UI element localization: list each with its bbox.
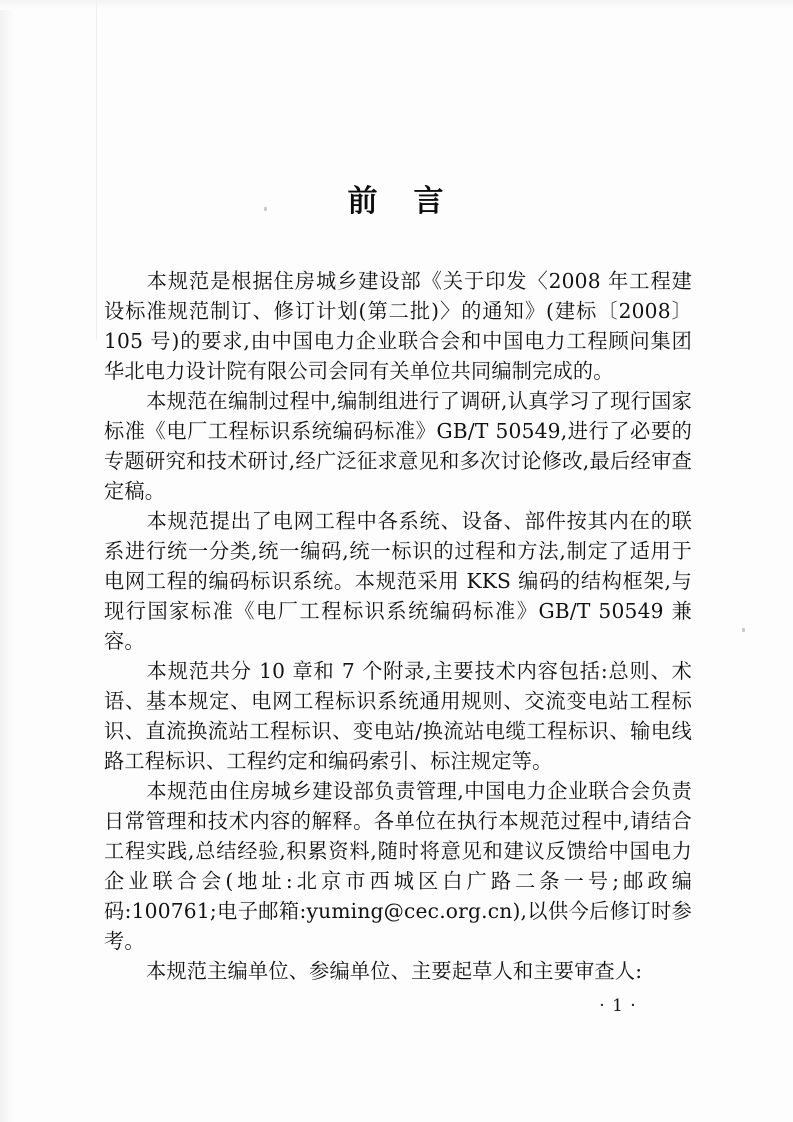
paragraph-5: [104, 776, 692, 956]
paragraph-6: [104, 956, 692, 986]
paragraph-text: 本规范是根据住房城乡建设部《关于印发〈2008 年工程建设标准规范制订、修订计划(第二批)〉的通知》(建标〔2008〕105 号)的要求,由中国电力企业联合会和中国电力工程顾问集团华北电力设计院有限公司会同有关单位共同编制完成的。: [104, 269, 692, 383]
scan-speck-artifact: [742, 628, 745, 632]
paragraph-text: 本规范由住房城乡建设部负责管理,中国电力企业联合会负责日常管理和技术内容的解释。各单位在执行本规范过程中,请结合工程实践,总结经验,积累资料,随时将意见和建议反馈给中国电力企业联合会(地址:北京市西城区白广路二条一号;邮政编码:100761;电子邮箱:yuming@cec.org.cn),以供今后修订时参考。: [104, 779, 692, 953]
paragraph-1: [104, 266, 692, 386]
page-title-right-char: 言: [413, 184, 446, 219]
paragraph-text: 本规范主编单位、参编单位、主要起草人和主要审查人:: [146, 959, 643, 983]
paragraph-text: 本规范提出了电网工程中各系统、设备、部件按其内在的联系进行统一分类,统一编码,统一标识的过程和方法,制定了适用于电网工程的编码标识系统。本规范采用 KKS 编码的结构框架,与现行国家标准《电厂工程标识系统编码标准》GB/T 50549 兼容。: [104, 509, 692, 653]
scan-edge-shadow-left: [0, 0, 14, 1122]
paragraph-text: 本规范共分 10 章和 7 个附录,主要技术内容包括:总则、术语、基本规定、电网工程标识系统通用规则、交流变电站工程标识、直流换流站工程标识、变电站/换流站电缆工程标识、输电线路工程标识、工程约定和编码索引、标注规定等。: [104, 659, 692, 773]
page-number: [0, 996, 793, 1016]
page-title: [0, 176, 793, 220]
document-body: [104, 266, 692, 986]
scan-edge-shadow-top: [0, 0, 793, 10]
page-number-value: · 1 ·: [599, 996, 637, 1016]
paragraph-3: [104, 506, 692, 656]
paragraph-4: [104, 656, 692, 776]
paragraph-2: [104, 386, 692, 506]
page-title-left-char: 前: [347, 184, 380, 219]
scan-fold-line: [96, 0, 97, 340]
paragraph-text: 本规范在编制过程中,编制组进行了调研,认真学习了现行国家标准《电厂工程标识系统编码标准》GB/T 50549,进行了必要的专题研究和技术研讨,经广泛征求意见和多次讨论修改,最后经审查定稿。: [104, 389, 692, 503]
